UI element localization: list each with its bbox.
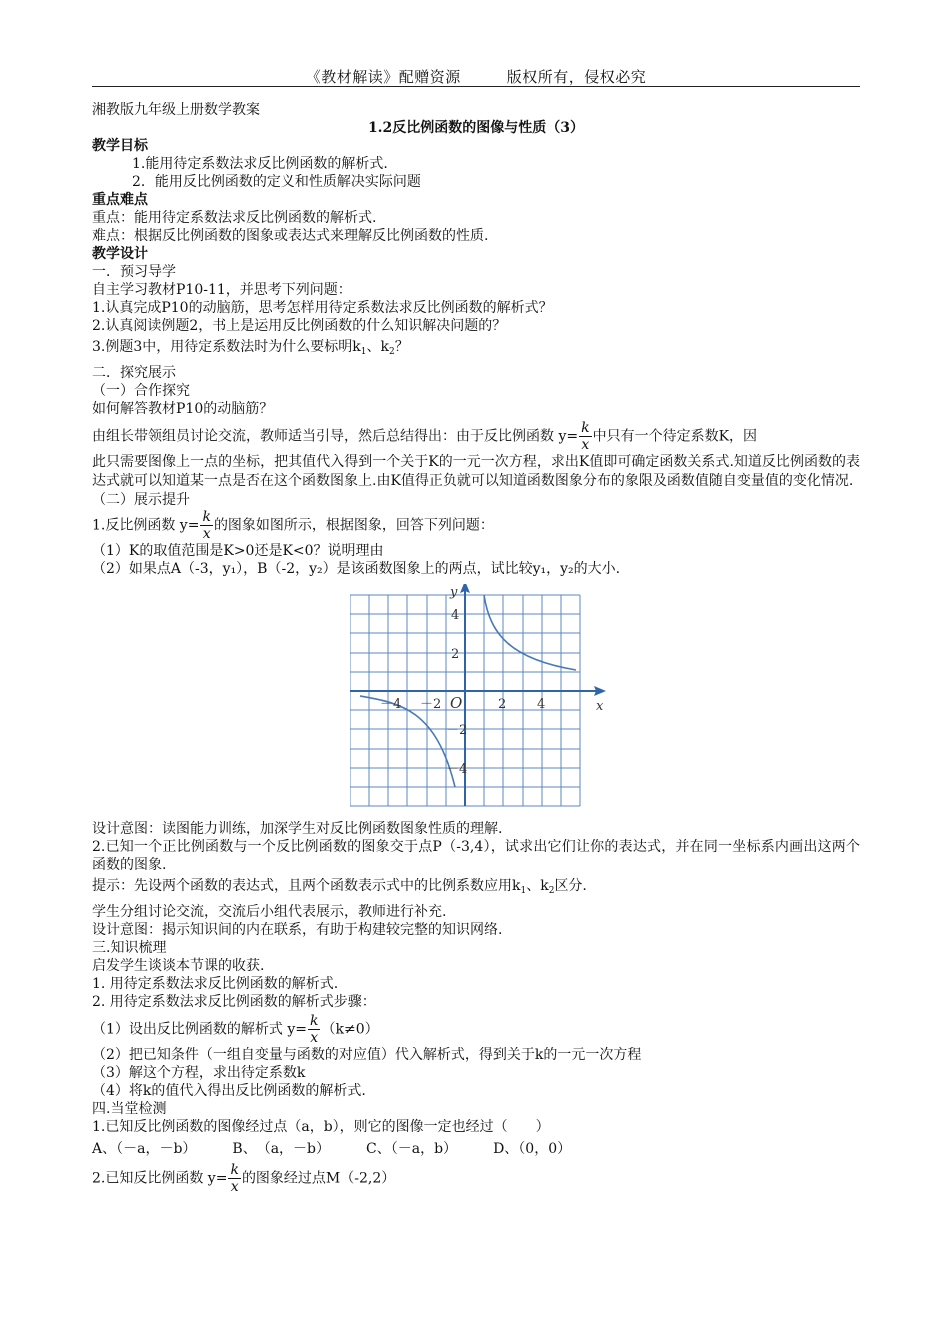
section-2: 二．探究展示 <box>92 365 176 381</box>
step-3: （3）解这个方程，求出待定系数k <box>92 1065 306 1081</box>
option-a: A、（－a，－b） <box>92 1141 197 1157</box>
problem-1b: （2）如果点A（-3，y₁），B（-2，y₂）是该函数图象上的两点，试比较y₁，y₂的大小. <box>92 561 621 577</box>
step-2: （2）把已知条件（一组自变量与函数的对应值）代入解析式，得到关于k的一元一次方程 <box>92 1047 642 1063</box>
step-4: （4）将k的值代入得出反比例函数的解析式. <box>92 1083 366 1099</box>
section-1: 一．预习导学 <box>92 264 176 280</box>
section-2-1-question: 如何解答教材P10的动脑筋？ <box>92 401 274 417</box>
step-1: （1）设出反比例函数的解析式 y= $\frac{k}{x}$ （k≠0） <box>92 1013 379 1046</box>
key-point: 重点：能用待定系数法求反比例函数的解析式. <box>92 210 377 226</box>
x-tick-label: －4 <box>380 697 402 712</box>
y-tick-label: －2 <box>446 723 468 738</box>
header-rule <box>92 86 860 87</box>
discussion-rest: 此只需要图像上一点的坐标，把其值代入得到一个关于K的一元一次方程，求出K值即可确定函数关系式.知道反比例函数的表达式就可以知道某一点是否在这个函数图象上.由K值得正负就可以知道函数图象分布的象限及函数值随自变量值的变化情况. <box>92 454 860 489</box>
hyperbola-graph <box>350 584 620 814</box>
fraction-k-over-x: $\frac{k}{x}$ <box>581 420 590 453</box>
difficulty: 难点：根据反比例函数的图象或表达式来理解反比例函数的性质. <box>92 228 489 244</box>
section-3: 三.知识梳理 <box>92 940 167 956</box>
document-body <box>92 101 860 1195</box>
design-heading: 教学设计 <box>92 246 148 262</box>
y-tick-label: 2 <box>451 647 460 662</box>
y-tick-label: －4 <box>446 762 468 777</box>
question-3: 3.例题3中，用待定系数法时为什么要标明$k_1$、$k_2$？ <box>92 339 409 357</box>
goals-heading: 教学目标 <box>92 138 148 154</box>
test-2: 2.已知反比例函数 y= $\frac{k}{x}$ 的图象经过点M（-2,2） <box>92 1162 396 1195</box>
section-2-1: （一）合作探究 <box>92 383 190 399</box>
design-intent-2: 设计意图：揭示知识间的内在联系，有助于构建较完整的知识网络. <box>92 922 503 938</box>
goal-2: 2．能用反比例函数的定义和性质解决实际问题 <box>132 174 421 190</box>
test-1-options <box>92 1140 860 1158</box>
group-discussion: 学生分组讨论交流，交流后小组代表展示，教师进行补充. <box>92 904 447 920</box>
section-3-intro: 启发学生谈谈本节课的收获. <box>92 958 265 974</box>
section-1-intro: 自主学习教材P10-11，并思考下列问题： <box>92 282 352 298</box>
problem-1: 1.反比例函数 y= $\frac{k}{x}$ 的图象如图所示，根据图象，回答下列问题： <box>92 509 494 542</box>
x-tick-label: －2 <box>420 697 442 712</box>
section-2-2: （二）展示提升 <box>92 492 190 508</box>
problem-2: 2.已知一个正比例函数与一个反比例函数的图象交于点P（-3,4），试求出它们让你的表达式，并在同一坐标系内画出这两个函数的图象. <box>92 839 860 873</box>
option-c: C、（－a，b） <box>366 1141 458 1157</box>
question-2: 2.认真阅读例题2，书上是运用反比例函数的什么知识解决问题的？ <box>92 318 507 334</box>
y-tick-label: 4 <box>451 608 460 623</box>
x-axis-label: x <box>596 699 604 714</box>
option-d: D、（0，0） <box>493 1141 572 1157</box>
key-heading: 重点难点 <box>92 192 148 208</box>
discussion-line-1: 由组长带领组员讨论交流，教师适当引导，然后总结得出：由于反比例函数 y= $\frac{k}{x}$ 中只有一个待定系数K，因 <box>92 420 758 453</box>
review-2: 2. 用待定系数法求反比例函数的解析式步骤： <box>92 994 376 1010</box>
header-right: 版权所有，侵权必究 <box>506 68 647 86</box>
x-tick-label: 4 <box>537 697 546 712</box>
section-4: 四.当堂检测 <box>92 1101 167 1117</box>
doc-title: 1.2反比例函数的图像与性质（3） <box>367 120 585 136</box>
hint: 提示：先设两个函数的表达式，且两个函数表示式中的比例系数应用$k_1$、$k_2$区分. <box>92 878 587 896</box>
y-axis-label: y <box>450 585 458 600</box>
fraction-k-over-x: $\frac{k}{x}$ <box>230 1162 239 1195</box>
design-intent-1: 设计意图：读图能力训练，加深学生对反比例函数图象性质的理解. <box>92 821 503 837</box>
x-tick-label: 2 <box>498 697 507 712</box>
doc-subtitle: 湘教版九年级上册数学教案 <box>92 102 260 118</box>
question-1: 1.认真完成P10的动脑筋，思考怎样用待定系数法求反比例函数的解析式？ <box>92 300 553 316</box>
fraction-k-over-x: $\frac{k}{x}$ <box>310 1013 319 1046</box>
fraction-k-over-x: $\frac{k}{x}$ <box>202 509 211 542</box>
header-left: 《教材解读》配赠资源 <box>305 68 461 86</box>
option-b: B、 （a，－b） <box>232 1141 331 1157</box>
test-1: 1.已知反比例函数的图像经过点（a，b），则它的图像一定也经过（ ） <box>92 1119 550 1135</box>
page-header <box>92 66 860 87</box>
review-1: 1. 用待定系数法求反比例函数的解析式. <box>92 976 339 992</box>
origin-label: O <box>450 694 463 712</box>
goal-1: 1.能用待定系数法求反比例函数的解析式. <box>132 156 388 172</box>
problem-1a: （1）K的取值范围是K>0还是K<0？说明理由 <box>92 543 384 559</box>
